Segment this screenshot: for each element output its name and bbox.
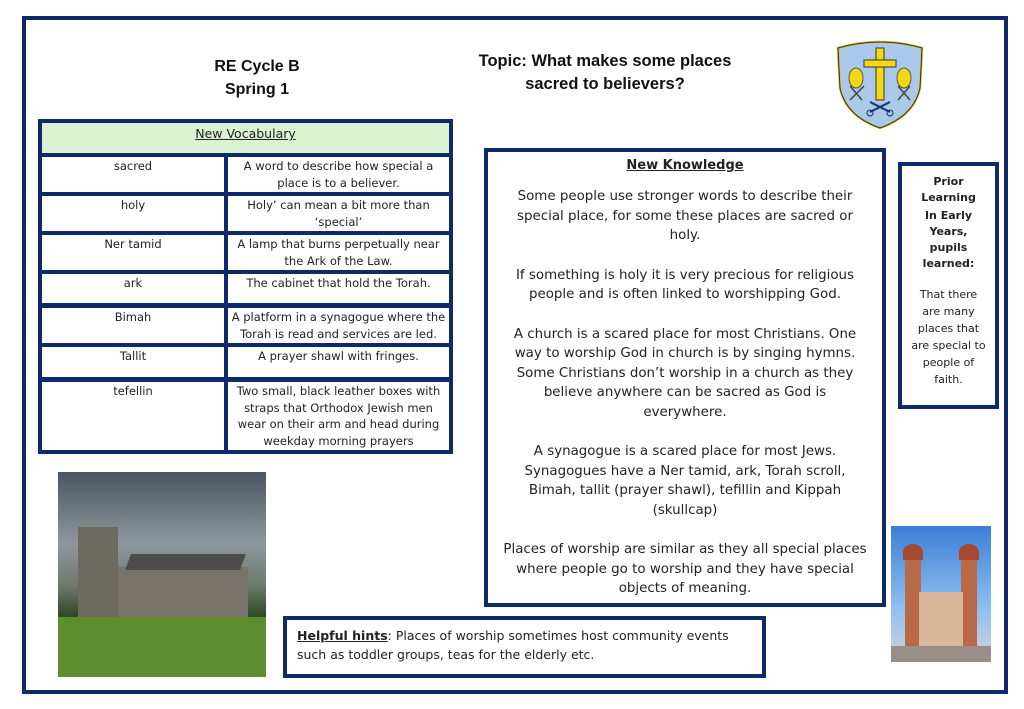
synagogue-photo [891, 526, 991, 662]
prior-learning-subtitle: In Early Years, pupils learned: [922, 209, 975, 270]
knowledge-paragraph: A synagogue is a scared place for most Jews. Synagogues have a Ner tamid, ark, Torah scroll, Bimah, tallit (prayer shawl), tefillin and Kippah (skullcap) [524, 444, 846, 518]
prior-learning-body: That there are many places that are special to people of faith. [911, 288, 986, 386]
school-crest-icon [834, 38, 926, 130]
vocab-term: Tallit [42, 347, 224, 377]
cycle-title [177, 55, 337, 101]
vocab-definition: A word to describe how special a place is to a believer. [228, 157, 449, 192]
helpful-hints-box [283, 616, 766, 678]
term-label: Spring 1 [224, 81, 289, 98]
knowledge-paragraph: Places of worship are similar as they all special places where people go to worship and they have special objects of meaning. [503, 542, 867, 596]
topic-line-2: sacred to believers? [525, 75, 685, 93]
vocab-definition: Two small, black leather boxes with straps that Orthodox Jewish men wear on their arm and head during weekday morning prayers [228, 382, 449, 450]
prior-learning-box [898, 162, 999, 409]
vocab-term: ark [42, 274, 224, 303]
helpful-hints-text: : Places of worship sometimes host community events such as toddler groups, teas for the elderly etc. [297, 628, 729, 662]
vocab-definition: A lamp that burns perpetually near the Ark of the Law. [228, 235, 449, 270]
vocab-definition: The cabinet that hold the Torah. [228, 274, 449, 303]
knowledge-paragraph: If something is holy it is very precious for religious people and is often linked to worshipping God. [515, 267, 854, 302]
vocab-term: sacred [42, 157, 224, 192]
vocab-definition: A prayer shawl with fringes. [228, 347, 449, 377]
helpful-hints-label: Helpful hints [297, 628, 388, 643]
vocab-term: holy [42, 196, 224, 231]
vocabulary-table [38, 119, 453, 454]
new-knowledge-box [484, 148, 886, 607]
prior-learning-title: Prior Learning [921, 175, 976, 204]
vocabulary-header: New Vocabulary [42, 123, 449, 153]
church-photo [58, 472, 266, 677]
vocab-term: tefellin [42, 382, 224, 450]
vocab-definition: A platform in a synagogue where the Torah is read and services are led. [228, 308, 449, 343]
vocab-term: Bimah [42, 308, 224, 343]
cycle-label: RE Cycle B [214, 58, 300, 75]
new-knowledge-title: New Knowledge [626, 158, 744, 173]
vocab-definition: Holy’ can mean a bit more than ‘special’ [228, 196, 449, 231]
knowledge-paragraph: Some people use stronger words to describe their special place, for some these places are sacred or holy. [517, 189, 853, 243]
vocab-term: Ner tamid [42, 235, 224, 270]
knowledge-paragraph: A church is a scared place for most Christians. One way to worship God in church is by singing hymns. Some Christians don’t worship in a church as they believe anywhere can be sacred as God is everywhere. [513, 326, 857, 420]
topic-line-1: Topic: What makes some places [478, 52, 732, 70]
topic-title [440, 50, 770, 96]
